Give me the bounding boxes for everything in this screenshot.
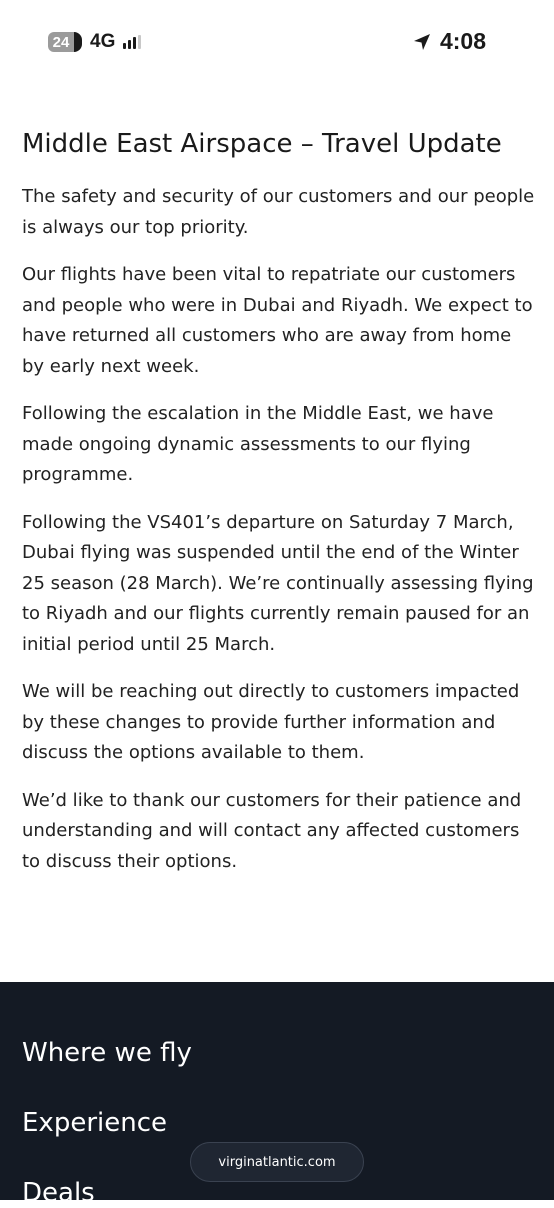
footer-link-deals[interactable]: Deals (22, 1178, 95, 1208)
battery-icon (74, 32, 82, 52)
article-paragraph: We’d like to thank our customers for their patience and understanding and will contact any affected customers to discuss their options. (22, 789, 522, 872)
status-right-group (412, 28, 486, 55)
status-bar (0, 0, 554, 82)
footer-link-where-we-fly[interactable]: Where we fly (22, 1038, 192, 1068)
footer-link-experience[interactable]: Experience (22, 1108, 167, 1138)
status-left-group (48, 30, 141, 54)
battery-level-badge: 24 (48, 32, 74, 52)
article-paragraph: The safety and security of our customers and our people is always our top priority. (22, 186, 535, 238)
article-paragraph: Following the VS401’s departure on Saturday 7 March, Dubai flying was suspended until the end of the Winter 25 season (28 March). We’re continually assessing flying to Riyadh and our flights currently remain paused for an initial period until 25 March. (22, 511, 534, 655)
article-title: Middle East Airspace – Travel Update (22, 129, 502, 159)
article-paragraph: Following the escalation in the Middle East, we have made ongoing dynamic assessments to our flying programme. (22, 403, 494, 485)
status-time: 4:08 (439, 28, 486, 54)
browser-url-bar[interactable]: virginatlantic.com (190, 1142, 364, 1182)
article-paragraph: Our flights have been vital to repatriate our customers and people who were in Dubai and Riyadh. We expect to have returned all customers who are away from home by early next week. (22, 264, 533, 377)
signal-bars-icon (123, 35, 141, 49)
article-paragraph: We will be reaching out directly to customers impacted by these changes to provide further information and discuss the options available to them. (22, 681, 520, 763)
network-type: 4G (90, 31, 116, 52)
article-content (22, 124, 538, 894)
location-arrow-icon (412, 32, 432, 52)
